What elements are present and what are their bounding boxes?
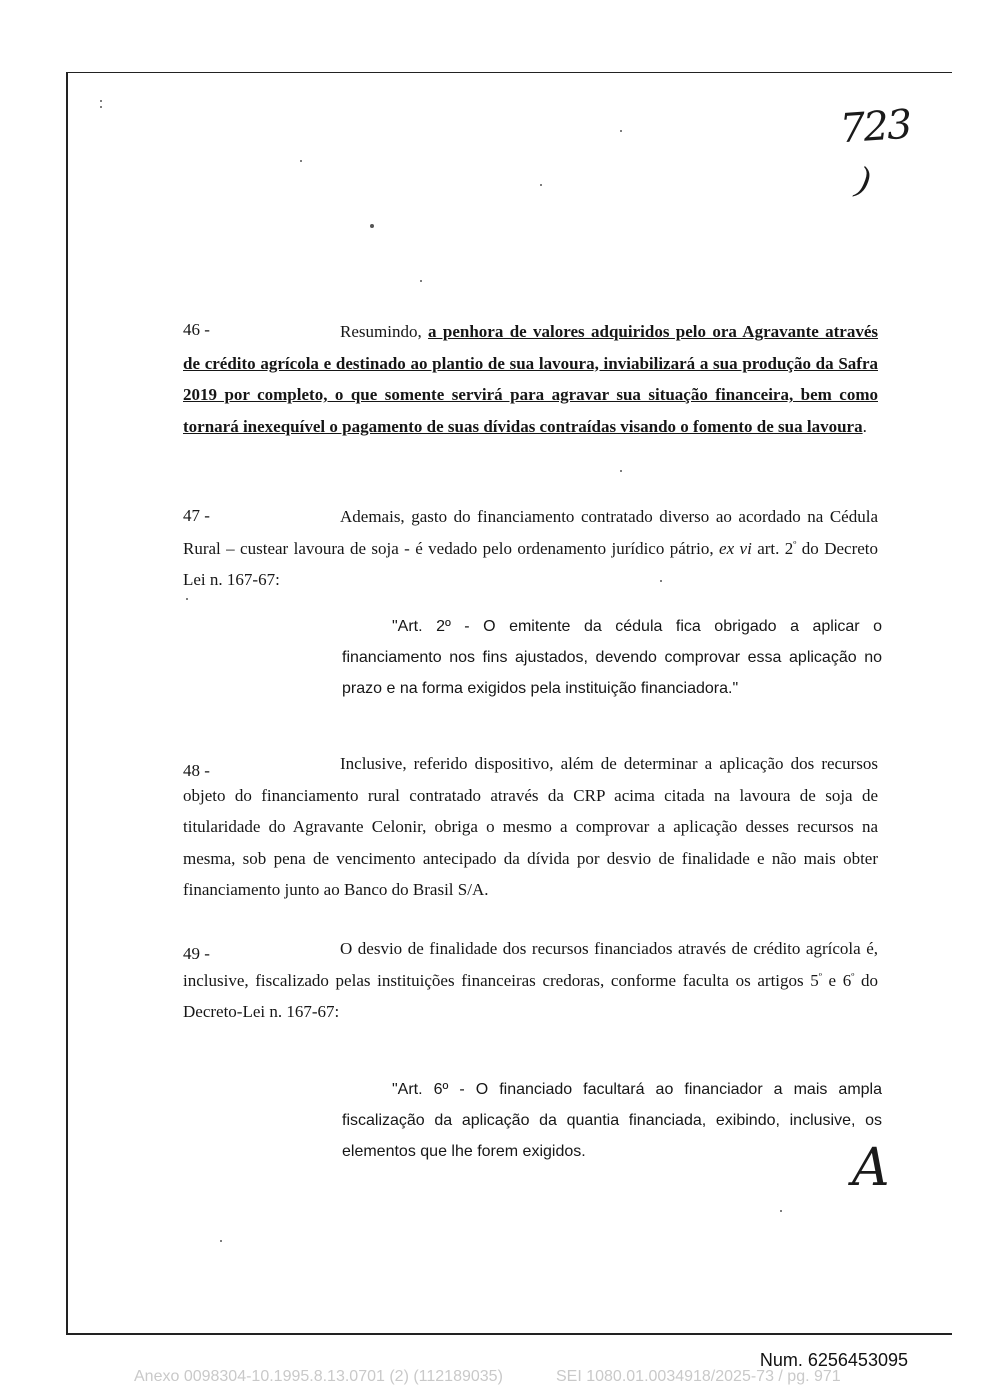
paragraph-47 <box>183 501 878 596</box>
legal-quote-text: "Art. 2º - O emitente da cédula fica obrigado a aplicar o financiamento nos fins ajustados, devendo comprovar essa aplicação no prazo e na forma exigidos pela instituição financiadora." <box>342 618 882 697</box>
annex-reference: Anexo 0098304-10.1995.8.13.0701 (2) (112189035) <box>134 1368 503 1385</box>
paragraph-number: 46 - <box>183 320 210 339</box>
document-number: Num. 6256453095 <box>759 1350 908 1370</box>
paragraph-number: 47 - <box>183 506 210 525</box>
sei-reference: SEI 1080.01.0034918/2025-73 / pg. 971 <box>556 1368 841 1385</box>
paragraph-47-text: do Decreto Lei n. 167-67: <box>183 538 878 589</box>
paragraph-48-text: Inclusive, referido dispositivo, além de determinar a aplicação dos recursos objeto do financiamento rural contratado através da CRP acima citada na lavoura de soja de titularidade do Agravante Celonir, obriga o mesmo a comprovar a aplicação desses recursos na mesma, sob pena de vencimento antecipado da dívida por desvio de finalidade e não mais obter financiamento junto ao Banco do Brasil S/A. <box>183 754 878 899</box>
paragraph-47-text: Ademais, gasto do financiamento contratado diverso ao acordado na Cédula Rural – custear lavoura de soja - é vedado pelo ordenamento jurídico pátrio, <box>183 507 878 558</box>
scan-speck <box>100 100 102 102</box>
paragraph-49-text: e 6 <box>821 970 852 990</box>
handwritten-initial-signature: A <box>852 1138 890 1198</box>
ordinal-mark: º <box>851 970 855 982</box>
scan-speck <box>780 1210 782 1212</box>
paragraph-46-emphasis: a penhora de valores adquiridos pelo ora Agravante através de crédito agrícola e destinado ao plantio de sua lavoura, inviabilizará a sua produção da Safra 2019 por completo, o que somente servirá para agravar sua situação financeira, bem como tornará inexequível o pagamento de suas dívidas contraídas visando o fomento de sua lavoura <box>183 322 878 436</box>
legal-quote-art-2 <box>342 611 882 704</box>
paragraph-47-text: art. 2 <box>751 538 794 558</box>
handwritten-page-number: 723 <box>838 101 912 153</box>
paragraph-number: 48 - <box>183 761 210 780</box>
paragraph-46-intro: Resumindo, <box>340 322 429 341</box>
scan-speck <box>300 160 302 162</box>
paragraph-49-text: O desvio de finalidade dos recursos financiados através de crédito agrícola é, inclusive, fiscalizado pelas instituições financeiras credoras, conforme faculta os artigos 5 <box>183 939 878 990</box>
scan-speck <box>420 280 422 282</box>
paragraph-49-text: do Decreto-Lei n. 167-67: <box>183 970 879 1021</box>
page-border-top <box>66 72 952 73</box>
paragraph-46-end: . <box>862 416 867 436</box>
ordinal-mark: º <box>793 538 797 550</box>
page-border-bottom <box>66 1333 952 1335</box>
scan-speck <box>540 184 542 186</box>
paragraph-48 <box>183 748 878 906</box>
scan-speck <box>620 470 622 472</box>
handwritten-mark: ) <box>853 158 875 200</box>
scan-speck <box>186 598 188 600</box>
page-border-left <box>66 72 68 1335</box>
scan-speck <box>220 1240 222 1242</box>
legal-quote-art-6 <box>342 1074 882 1167</box>
paragraph-number: 49 - <box>183 944 210 963</box>
paragraph-49 <box>183 933 878 1028</box>
scan-speck <box>370 224 374 228</box>
scan-speck <box>620 130 622 132</box>
paragraph-46 <box>183 316 878 442</box>
legal-quote-text: "Art. 6º - O financiado facultará ao financiador a mais ampla fiscalização da aplicação da quantia financiada, exibindo, inclusive, os elementos que lhe forem exigidos. <box>342 1081 882 1160</box>
paragraph-47-latin: ex vi <box>719 538 752 558</box>
ordinal-mark: º <box>818 970 822 982</box>
scan-speck <box>100 106 102 108</box>
